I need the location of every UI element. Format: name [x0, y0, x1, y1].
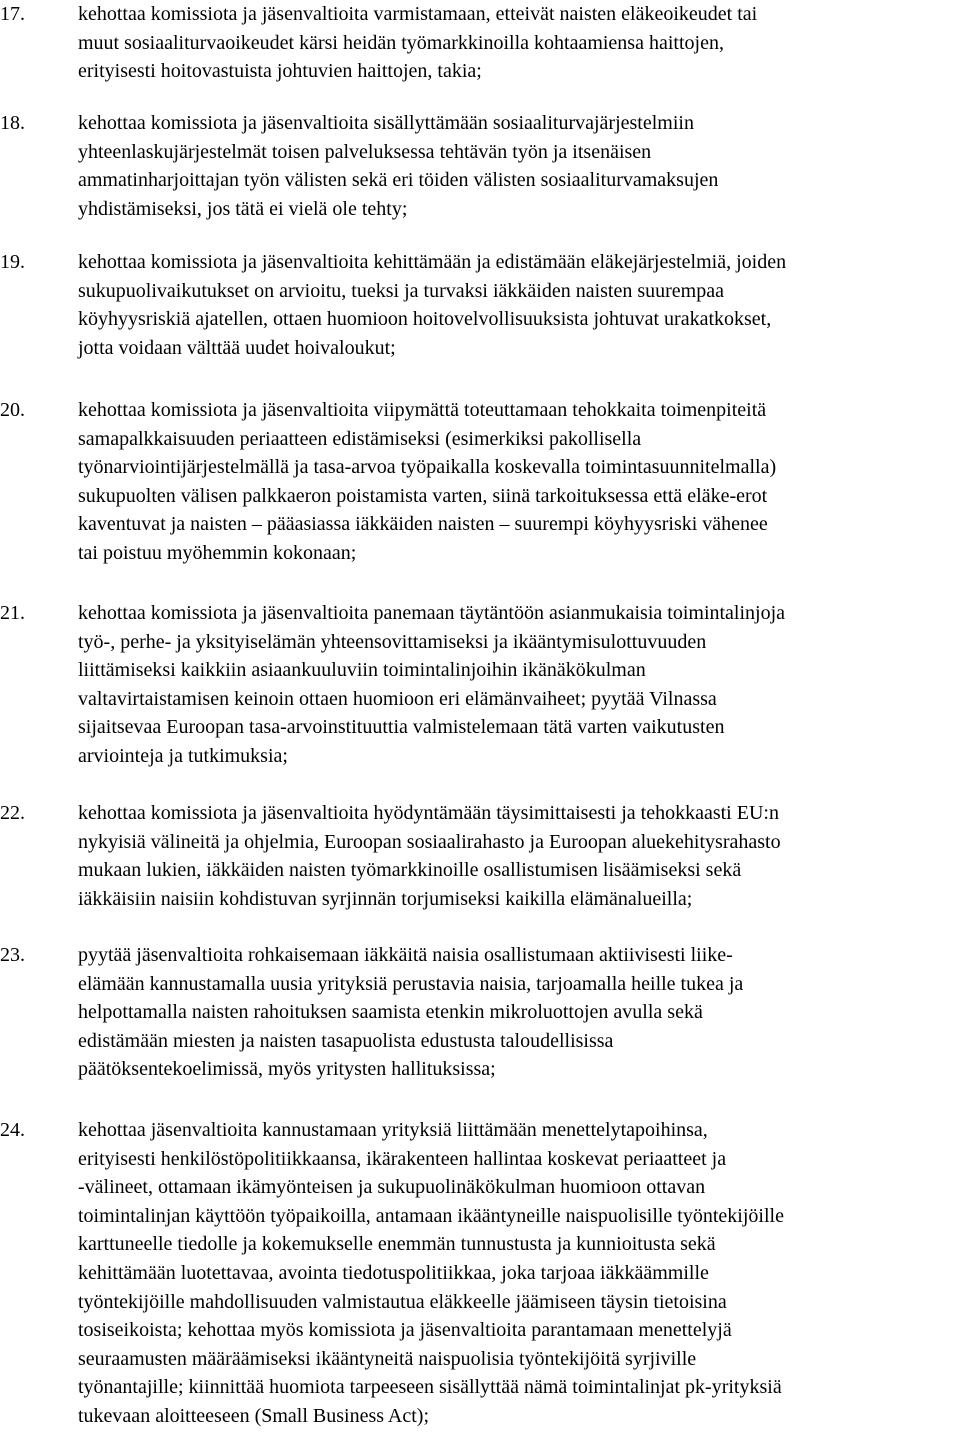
- text-line: elämään kannustamalla uusia yrityksiä perustavia naisia, tarjoamalla heille tukea ja: [78, 972, 744, 995]
- text-line: tai poistuu myöhemmin kokonaan;: [78, 541, 357, 564]
- text-line: työntekijöille mahdollisuuden valmistautua eläkkeelle jäämiseen täysin tietoisina: [78, 1290, 727, 1313]
- item-number: 18.: [0, 112, 25, 134]
- text-line: samapalkkaisuuden periaatteen edistämiseksi (esimerkiksi pakollisella: [78, 427, 642, 450]
- text-line: karttuneelle tiedolle ja kokemukselle enemmän tunnustusta ja kunnioitusta sekä: [78, 1233, 716, 1256]
- text-line: kehottaa komissiota ja jäsenvaltioita sisällyttämään sosiaaliturvajärjestelmiin: [78, 112, 694, 134]
- text-line: päätöksentekoelimissä, myös yritysten hallituksissa;: [78, 1058, 496, 1081]
- text-line: seuraamusten määräämiseksi ikääntyneitä naispuolisia työntekijöitä syrjiville: [78, 1347, 697, 1370]
- text-line: edistämään miesten ja naisten tasapuolista edustusta taloudellisissa: [78, 1029, 614, 1052]
- text-line: liittämiseksi kaikkiin asiaankuuluviin toimintalinjoihin ikänäkökulman: [78, 659, 646, 682]
- text-line: pyytää jäsenvaltioita rohkaisemaan iäkkäitä naisia osallistumaan aktiivisesti liike-: [78, 944, 733, 966]
- item-text: [78, 599, 960, 771]
- text-line: nykyisiä välineitä ja ohjelmia, Euroopan sosiaalirahasto ja Euroopan aluekehitysrahasto: [78, 830, 781, 853]
- item-text: [78, 1116, 960, 1431]
- text-line: kehottaa komissiota ja jäsenvaltioita hyödyntämään täysimittaisesti ja tehokkaasti EU:n: [78, 802, 779, 824]
- text-line: jotta voidaan välttää uudet hoivaloukut;: [78, 336, 396, 359]
- text-line: yhteenlaskujärjestelmät toisen palveluksessa tehtävän työn ja itsenäisen: [78, 140, 652, 163]
- text-line: kehottaa komissiota ja jäsenvaltioita kehittämään ja edistämään eläkejärjestelmiä, joiden: [78, 251, 787, 273]
- item-text: [78, 396, 960, 568]
- text-line: mukaan lukien, iäkkäiden naisten työmarkkinoille osallistumisen lisäämiseksi sekä: [78, 859, 742, 882]
- text-line: yhdistämiseksi, jos tätä ei vielä ole tehty;: [78, 197, 408, 220]
- text-line: kehittämään luotettavaa, avointa tiedotuspolitiikkaa, joka tarjoaa iäkkäämmille: [78, 1261, 709, 1284]
- text-line: kehottaa komissiota ja jäsenvaltioita varmistamaan, etteivät naisten eläkeoikeudet tai: [78, 3, 758, 25]
- text-line: kaventuvat ja naisten – pääasiassa iäkkäiden naisten – suurempi köyhyysriski vähenee: [78, 513, 768, 536]
- text-line: -välineet, ottamaan ikämyönteisen ja sukupuolinäkökulman huomioon ottavan: [78, 1176, 706, 1199]
- item-text: [78, 109, 960, 223]
- text-line: työnarviointijärjestelmällä ja tasa-arvoa työpaikalla koskevalla toimintasuunnitelmalla): [78, 456, 777, 479]
- text-line: tosiseikoista; kehottaa myös komissiota ja jäsenvaltioita parantamaan menettelyjä: [78, 1319, 732, 1342]
- text-line: helpottamalla naisten rahoituksen saamista etenkin mikroluottojen avulla sekä: [78, 1001, 703, 1024]
- text-line: kehottaa komissiota ja jäsenvaltioita viipymättä toteuttamaan tehokkaita toimenpiteitä: [78, 399, 767, 421]
- text-line: köyhyysriskiä ajatellen, ottaen huomioon hoitovelvollisuuksista johtuvat urakatkokset,: [78, 308, 772, 331]
- text-line: muut sosiaaliturvaoikeudet kärsi heidän työmarkkinoilla kohtaamiensa haittojen,: [78, 31, 724, 54]
- item-text: [78, 0, 960, 86]
- text-line: ammatinharjoittajan työn välisten sekä eri töiden välisten sosiaaliturvamaksujen: [78, 169, 719, 192]
- item-number: 21.: [0, 602, 25, 624]
- item-text: [78, 799, 960, 913]
- text-line: iäkkäisiin naisiin kohdistuvan syrjinnän torjumiseksi kaikilla elämänalueilla;: [78, 887, 693, 910]
- text-line: työ-, perhe- ja yksityiselämän yhteensovittamiseksi ja ikääntymisulottuvuuden: [78, 630, 707, 653]
- text-line: kehottaa komissiota ja jäsenvaltioita panemaan täytäntöön asianmukaisia toimintalinjoja: [78, 602, 786, 624]
- item-text: [78, 248, 960, 362]
- text-line: valtavirtaistamisen keinoin ottaen huomioon eri elämänvaiheet; pyytää Vilnassa: [78, 687, 717, 710]
- text-line: erityisesti henkilöstöpolitiikkaansa, ikärakenteen hallintaa koskevat periaatteet ja: [78, 1147, 727, 1170]
- text-line: sukupuolten välisen palkkaeron poistamista varten, siinä tarkoituksessa että eläke-erot: [78, 484, 768, 507]
- item-number: 17.: [0, 3, 25, 25]
- text-line: toimintalinjan käyttöön työpaikoilla, antamaan ikääntyneille naispuolisille työntekijöille: [78, 1204, 784, 1227]
- text-line: sukupuolivaikutukset on arvioitu, tueksi ja turvaksi iäkkäiden naisten suurempaa: [78, 279, 724, 302]
- text-line: sijaitsevaa Euroopan tasa-arvoinstituuttia valmistelemaan tätä varten vaikutusten: [78, 716, 725, 739]
- item-number: 23.: [0, 944, 25, 966]
- item-text: [78, 941, 960, 1084]
- item-number: 22.: [0, 802, 25, 824]
- item-number: 19.: [0, 251, 25, 273]
- item-number: 24.: [0, 1119, 25, 1141]
- text-line: kehottaa jäsenvaltioita kannustamaan yrityksiä liittämään menettelytapoihinsa,: [78, 1119, 708, 1141]
- text-line: tukevaan aloitteeseen (Small Business Act);: [78, 1404, 430, 1427]
- item-number: 20.: [0, 399, 25, 421]
- text-line: arviointeja ja tutkimuksia;: [78, 744, 288, 767]
- text-line: erityisesti hoitovastuista johtuvien haittojen, takia;: [78, 60, 482, 83]
- text-line: työnantajille; kiinnittää huomiota tarpeeseen sisällyttää nämä toimintalinjat pk-yrityksiä: [78, 1376, 782, 1399]
